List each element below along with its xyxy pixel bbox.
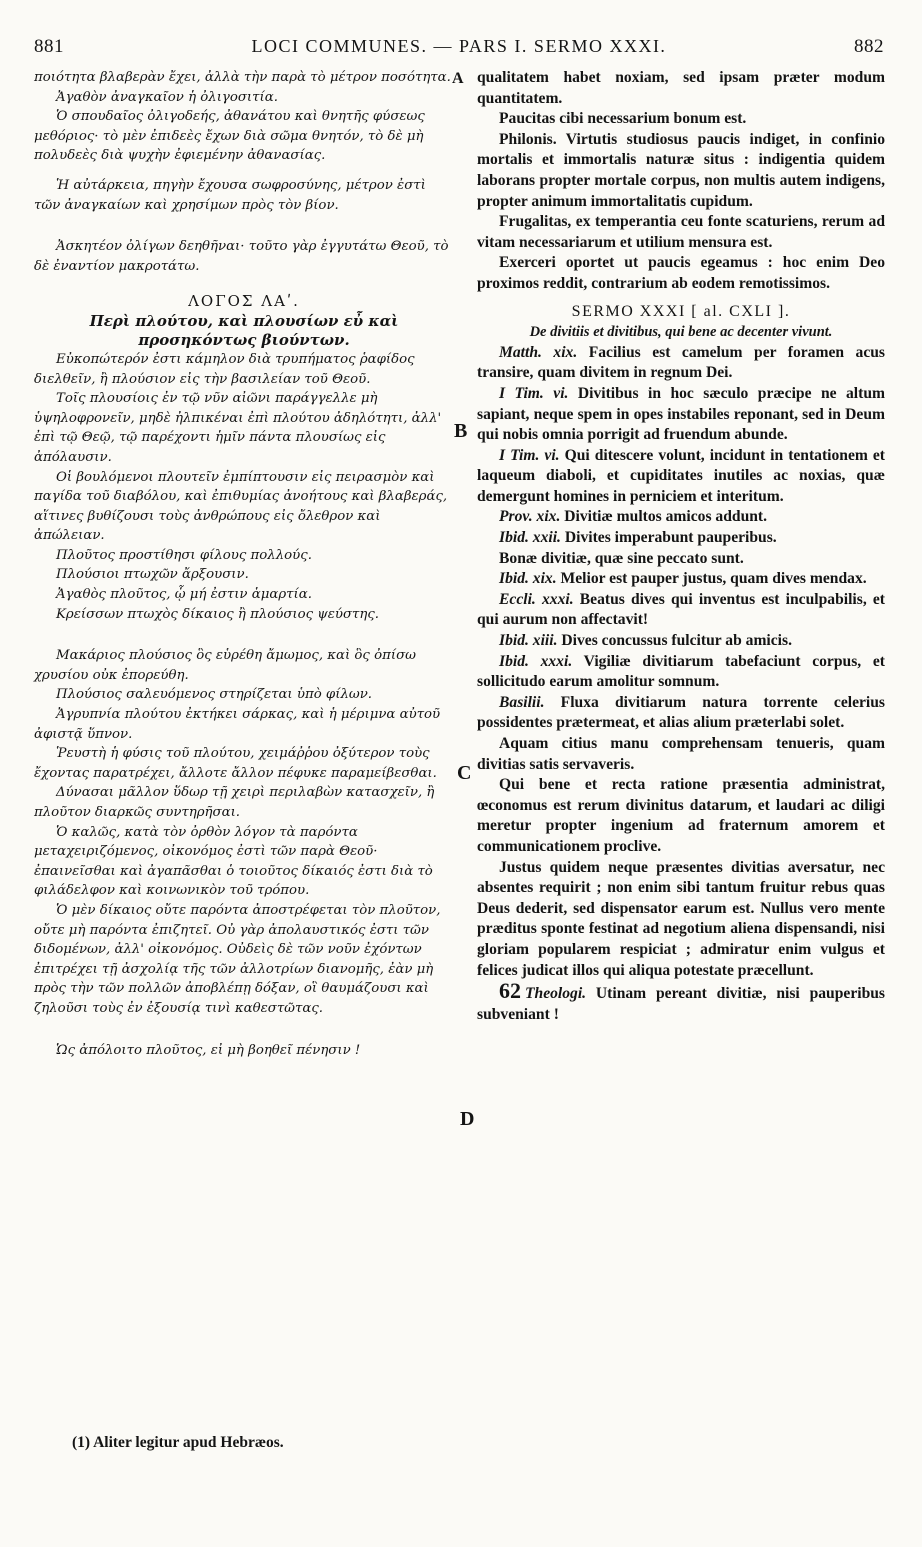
section-marker-a: A: [452, 70, 464, 87]
section-marker-c: C: [457, 762, 472, 784]
latin-text: Divitiæ multos amicos addunt.: [560, 508, 767, 526]
scripture-reference: Ibid. xxxi.: [499, 652, 573, 670]
latin-text: Divitibus in hoc sæculo præcipe ne altum sapiant, neque spem in opes instabiles reponant, sed in Deum qui nobis omnia porrigit ad fruendum abunde.: [477, 384, 885, 444]
greek-paragraph: Εὐκοπώτερόν ἐστι κάμηλον διὰ τρυπήματος ῥαφίδος διελθεῖν, ἢ πλούσιον εἰς τὴν βασιλείαν τοῦ Θεοῦ.: [34, 351, 415, 387]
greek-sermo-title: Περὶ πλούτου, καὶ πλουσίων εὖ καὶ προσηκόντως βιούντων.: [89, 311, 399, 349]
greek-paragraph: Πλούσιοι πτωχῶν ἄρξουσιν.: [56, 567, 249, 583]
scripture-reference: Theologi.: [525, 985, 587, 1003]
latin-paragraph: [477, 652, 885, 693]
scripture-reference: I Tim. vi.: [499, 446, 560, 464]
greek-sermo-heading: ΛΟΓΟΣ ΛΑʹ.: [188, 292, 300, 311]
scripture-reference: I Tim. vi.: [499, 384, 569, 402]
latin-sermo-title: De divitiis et divitibus, qui bene ac decenter vivunt.: [529, 324, 833, 341]
latin-text: Fluxa divitiarum natura torrente celerius possidentes prætermeat, et alias alium præterlabi solet.: [477, 693, 885, 732]
page-header: [34, 36, 884, 64]
latin-paragraph: [477, 343, 885, 384]
latin-sermo-heading: SERMO XXXI [ al. CXLI ].: [571, 302, 791, 320]
latin-paragraph: [477, 569, 885, 590]
greek-paragraph: Κρείσσων πτωχὸς δίκαιος ἢ πλούσιος ψεύστης.: [56, 606, 380, 622]
latin-text: Aquam citius manu comprehensam tenueris, quam divitias satis servaveris.: [477, 735, 885, 773]
latin-paragraph: qualitatem habet noxiam, sed ipsam præter modum quantitatem.: [477, 69, 885, 107]
latin-paragraph: [477, 693, 885, 734]
latin-text: Melior est pauper justus, quam dives mendax.: [556, 570, 867, 588]
section-marker-b: B: [454, 420, 468, 442]
latin-paragraph: [477, 775, 885, 857]
greek-paragraph: Ἀγαθὸν ἀναγκαῖον ἡ ὀλιγοσιτία.: [56, 89, 278, 105]
greek-paragraph: Μακάριος πλούσιος ὃς εὑρέθη ἄμωμος, καὶ ὃς ὀπίσω χρυσίου οὐκ ἐπορεύθη.: [34, 648, 416, 683]
scripture-reference: Prov. xix.: [499, 508, 561, 526]
page-number-left: 881: [34, 36, 64, 57]
latin-paragraph: [477, 858, 885, 982]
latin-text: Vigiliæ divitiarum tabefaciunt corpus, et sollicitudo earum amolitur somnum.: [477, 652, 885, 691]
latin-text: Beatus dives qui inventus est inculpabilis, et qui aurum non affectavit!: [477, 590, 885, 629]
greek-paragraph: Πλοῦτος προστίθησι φίλους πολλούς.: [56, 547, 312, 563]
latin-paragraph: [477, 384, 885, 446]
column-number: 62: [499, 978, 521, 1004]
greek-paragraph: Ἀσκητέον ὀλίγων δεηθῆναι· τοῦτο γὰρ ἐγγυτάτω Θεοῦ, τὸ δὲ ἐναντίον μακροτάτω.: [34, 239, 449, 274]
latin-column: [477, 68, 885, 1025]
greek-paragraph: Οἱ βουλόμενοι πλουτεῖν ἐμπίπτουσιν εἰς πειρασμὸν καὶ παγίδα τοῦ διαβόλου, καὶ ἐπιθυμίας ἀνοήτους καὶ βλαβεράς, αἵτινες βυθίζουσι τοὺς ἀνθρώπους εἰς ὄλεθρον καὶ ἀπώλειαν.: [34, 469, 448, 544]
scripture-reference: Ibid. xxii.: [499, 529, 561, 547]
latin-paragraph: [477, 549, 885, 570]
latin-paragraph: [477, 978, 885, 1025]
latin-paragraph: [477, 507, 885, 528]
scripture-reference: Ibid. xix.: [499, 570, 557, 588]
greek-paragraph: Πλούσιος σαλευόμενος στηρίζεται ὑπὸ φίλων.: [56, 687, 373, 703]
latin-paragraph: Philonis. Virtutis studiosus paucis indiget, in confinio mortalis et immortalis naturæ situs : indigentia quidem laborans propter mortale corpus, non multis autem indigens, propter animum immortalitatis cupidum.: [477, 130, 885, 210]
latin-text: Utinam pereant divitiæ, nisi pauperibus subveniant !: [477, 985, 885, 1023]
running-title: LOCI COMMUNES. — PARS I. SERMO XXXI.: [251, 36, 667, 56]
scripture-reference: Matth. xix.: [499, 343, 578, 361]
scripture-reference: Eccli. xxxi.: [499, 590, 574, 608]
footnote: (1) Aliter legitur apud Hebræos.: [72, 1434, 284, 1451]
latin-text: Qui ditescere volunt, incidunt in tentationem et laqueum diaboli, et cupiditates inutiles ac noxias, quæ demergunt homines in perniciem et interitum.: [477, 446, 885, 505]
latin-text: Facilius est camelum per foramen acus transire, quam divitem in regnum Dei.: [477, 343, 885, 382]
latin-paragraph: [477, 590, 885, 631]
latin-text: Dives concussus fulcitur ab amicis.: [557, 632, 792, 650]
latin-paragraph: Exerceri oportet ut paucis egeamus : hoc enim Deo proximos reddit, contrarium ab eodem remotissimos.: [477, 254, 885, 292]
latin-paragraph: [477, 528, 885, 549]
scripture-reference: Ibid. xiii.: [499, 632, 558, 650]
latin-text: Bonæ divitiæ, quæ sine peccato sunt.: [499, 549, 744, 567]
latin-text: Divites imperabunt pauperibus.: [560, 529, 777, 547]
page-number-right: 882: [854, 36, 884, 57]
greek-paragraph: Ἀγαθὸς πλοῦτος, ᾧ μή ἐστιν ἁμαρτία.: [56, 587, 312, 603]
latin-paragraph: Paucitas cibi necessarium bonum est.: [499, 110, 747, 128]
latin-paragraph: Frugalitas, ex temperantia ceu fonte scaturiens, rerum ad vitam necessariarum et utilium mensura est.: [477, 213, 885, 251]
latin-text: Justus quidem neque præsentes divitias aversatur, nec absentes requirit ; non enim sibi tantum fruitur rebus quas Deus dederit, sed dispensator earum est. Nullus vero mente præditus sponte festinat ad negotium aliena dispensandi, nisi gloriam popularem respiciat ; admiratur enim vulgus et felices judicat illos qui aliqua potestate præcellunt.: [477, 858, 885, 979]
scripture-reference: Basilii.: [499, 693, 545, 711]
greek-paragraph: Ὁ καλῶς, κατὰ τὸν ὀρθὸν λόγον τὰ παρόντα μεταχειριζόμενος, οἰκονόμος ἐστὶ τῶν παρὰ Θεοῦ· ἐπαινεῖσθαι καὶ ἀγαπᾶσθαι ὁ τοιοῦτος δίκαιός ἐστι διὰ τὸ φιλάδελφον καὶ κοινωνικὸν τοῦ τρόπου.: [34, 824, 433, 899]
greek-paragraph: Ἀγρυπνία πλούτου ἐκτήκει σάρκας, καὶ ἡ μέριμνα αὐτοῦ ἀφιστᾷ ὕπνον.: [34, 707, 441, 742]
greek-paragraph: Ὁ μὲν δίκαιος οὔτε παρόντα ἀποστρέφεται τὸν πλοῦτον, οὔτε μὴ παρόντα ἐπιζητεῖ. Οὐ γὰρ ἀπολαυστικός ἐστι τῶν διδομένων, ἀλλ' οἰκονόμος. Οὐδεὶς δὲ τῶν νοῦν ἐχόντων ἐπιτρέχει τῇ ἀσχολίᾳ τῆς τῶν ἀλλοτρίων διανομῆς, ἐὰν μὴ πρὸς τὴν τῶν πολλῶν ἀποβλέπῃ δόξαν, οἳ θαυμάζουσι καὶ ζηλοῦσι τοὺς ἐν ἐξουσίᾳ τινὶ καθεστῶτας.: [34, 902, 441, 1016]
latin-paragraph: [477, 631, 885, 652]
greek-paragraph: Ῥευστὴ ἡ φύσις τοῦ πλούτου, χειμάῤῥου ὀξύτερον τοὺς ἔχοντας παρατρέχει, ἄλλοτε ἄλλον πέφυκε παραμείβεσθαι.: [34, 746, 437, 781]
section-marker-d: D: [460, 1108, 475, 1130]
greek-paragraph: Δύνασαι μᾶλλον ὕδωρ τῇ χειρὶ περιλαβὼν κατασχεῖν, ἢ πλοῦτον διαρκῶς συντηρῆσαι.: [34, 785, 435, 820]
latin-text: Qui bene et recta ratione præsentia administrat, œconomus est rerum divinitus datarum, et laudari ac diligi meretur propter ingenium ad fraternum amorem et communicationem proclive.: [477, 776, 885, 855]
greek-paragraph: Ἡ αὐτάρκεια, πηγὴν ἔχουσα σωφροσύνης, μέτρον ἐστὶ τῶν ἀναγκαίων καὶ χρησίμων πρὸς τὸν βίον.: [34, 177, 426, 213]
greek-paragraph: Ὡς ἀπόλοιτο πλοῦτος, εἰ μὴ βοηθεῖ πένησιν !: [56, 1042, 361, 1058]
greek-paragraph: Ὁ σπουδαῖος ὀλιγοδεής, ἀθανάτου καὶ θνητῆς φύσεως μεθόριος· τὸ μὲν ἐπιδεὲς ἔχων διὰ σῶμα θνητόν, τὸ δὲ μὴ πολυδεὲς διὰ ψυχὴν ἐφιεμένην ἀθανασίας.: [34, 109, 425, 164]
latin-paragraph: [477, 734, 885, 775]
greek-column: [34, 68, 454, 1060]
greek-paragraph: ποιότητα βλαβερὰν ἔχει, ἀλλὰ τὴν παρὰ τὸ μέτρον ποσότητα.: [34, 70, 451, 85]
latin-paragraph: [477, 446, 885, 508]
greek-paragraph: Τοῖς πλουσίοις ἐν τῷ νῦν αἰῶνι παράγγελλε μὴ ὑψηλοφρονεῖν, μηδὲ ἠλπικέναι ἐπὶ πλούτου ἀδηλότητι, ἀλλ' ἐπὶ τῷ Θεῷ, τῷ παρέχοντι ἡμῖν πάντα πλουσίως εἰς ἀπόλαυσιν.: [34, 391, 442, 465]
